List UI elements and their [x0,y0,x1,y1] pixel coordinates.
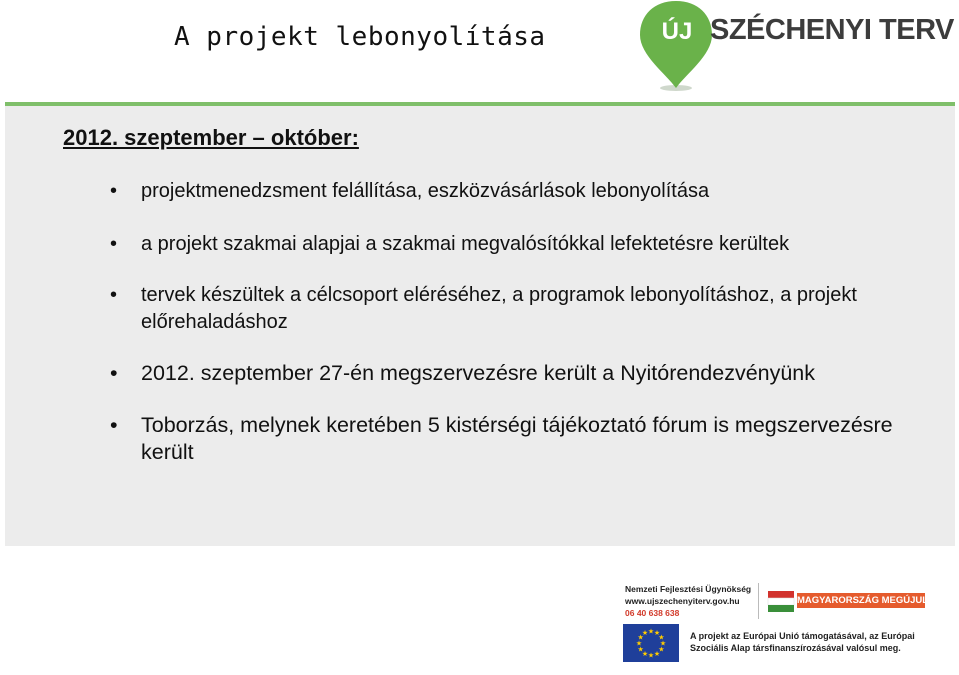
bullet-item [110,282,930,336]
bullet-text: 2012. szeptember 27-én megszervezésre került a Nyitórendezvényünk [141,361,816,385]
bullet-text: projektmenedzsment felállítása, eszközvásárlások lebonyolítása [141,180,710,202]
bullet-icon: • [110,180,118,202]
slide-title: A projekt lebonyolítása [174,22,546,52]
eu-star: ★ [658,646,665,654]
eu-star: ★ [637,634,644,642]
eu-star: ★ [637,646,644,654]
hu-badge-text: MAGYARORSZÁG MEGÚJUL [797,595,929,606]
magyarorszag-megujul-badge [767,586,927,616]
bullet-text: tervek készültek a célcsoport eléréséhez, a programok lebonyolításhoz, a projekt előrehaladáshoz [141,284,857,333]
section-heading: 2012. szeptember – október: [63,125,359,150]
eu-star: ★ [653,630,661,638]
bullet-icon: • [110,413,118,437]
eu-star: ★ [647,652,655,660]
eu-star: ★ [658,634,665,642]
eu-note-line2: Szociális Alap társfinanszírozásával valósul meg. [690,643,901,653]
eu-flag-icon [623,624,679,662]
agency-phone: 06 40 638 638 [625,608,680,618]
agency-name: Nemzeti Fejlesztési Ügynökség [625,584,752,594]
bullet-list [110,178,930,466]
eu-star: ★ [641,650,649,658]
eu-star: ★ [641,630,649,638]
eu-star: ★ [653,650,661,658]
location-pin-icon [638,0,718,92]
bullet-text: Toborzás, melynek keretében 5 kistérségi tájékoztató fórum is megszervezésre került [141,413,893,464]
bullet-icon: • [110,284,118,306]
eu-star: ★ [635,640,643,648]
bullet-text: a projekt szakmai alapjai a szakmai megvalósítókkal lefektetésre kerültek [141,233,790,255]
eu-star: ★ [659,640,667,648]
logo-brand-text: SZÉCHENYI TERV [710,14,954,46]
footer-divider [758,583,759,619]
agency-info [625,583,751,619]
logo-badge-text: ÚJ [661,18,693,45]
bullet-item [110,360,930,387]
bullet-item [110,178,930,205]
hungarian-flag-icon [767,586,797,616]
bullet-icon: • [110,233,118,255]
bullet-icon: • [110,361,118,385]
bullet-item [110,231,930,258]
bullet-item [110,412,930,466]
eu-star: ★ [647,628,655,636]
eu-funding-note [690,630,915,654]
eu-note-line1: A projekt az Európai Unió támogatásával, az Európai [690,631,915,641]
agency-url: www.ujszechenyiterv.gov.hu [625,596,740,606]
szechenyi-terv-logo [638,0,954,92]
